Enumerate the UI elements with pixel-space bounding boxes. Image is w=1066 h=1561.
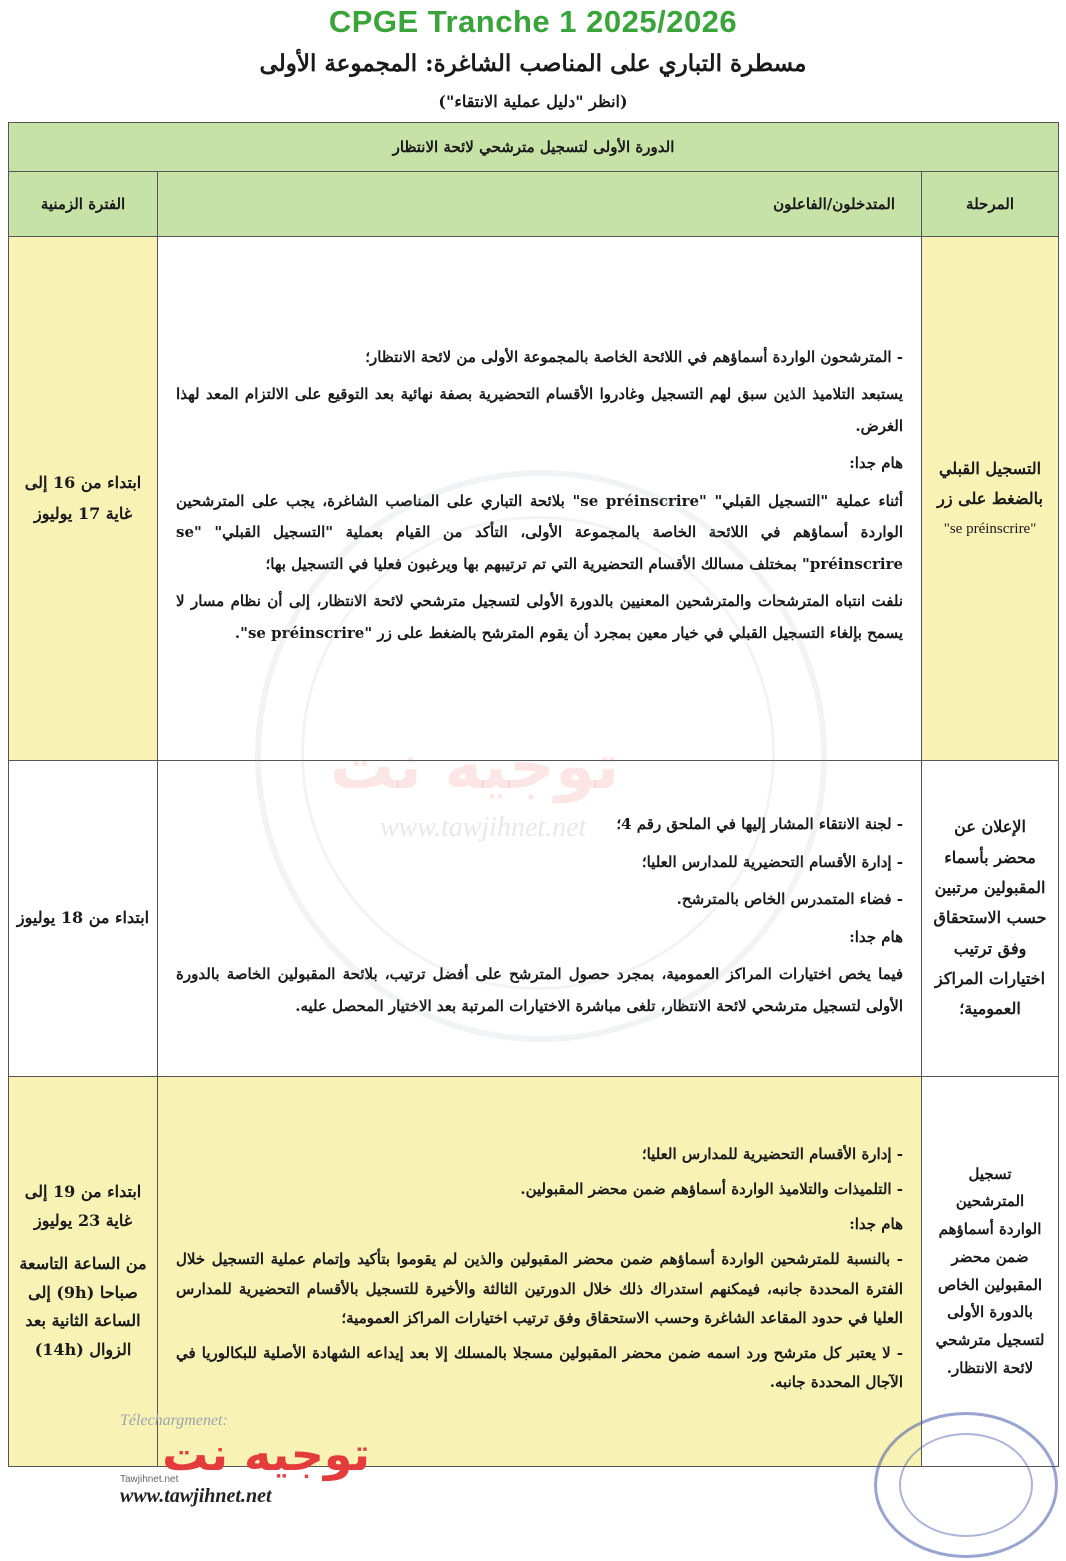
row2-period: ابتداء من 18 يوليوز (16, 908, 150, 928)
header-actors: المتدخلون/الفاعلون (158, 172, 922, 237)
row3-period-hours: من الساعة التاسعة صباحا (9h) إلى الساعة الثانية بعد الزوال (14h) (19, 1253, 147, 1360)
row2-paragraph-1: فيما يخص اختيارات المراكز العمومية، بمجرد حصول المترشح على أفضل ترتيب، بلائحة المقبولين الخاصة بالدورة الأولى لتسجيل مترشحي لائحة الانتظار، تلغى مباشرة الاختيارات المرتبة بعد الاختيار المحصل عليه. (176, 965, 904, 1015)
row3-stage-text: تسجيل المترشحين الواردة أسماؤهم ضمن محضر المقبولين الخاص بالدورة الأولى لتسجيل مترشحي لائحة الانتظار. (935, 1164, 1045, 1377)
row1-period: ابتداء من 16 إلى غاية 17 يوليوز (24, 473, 142, 523)
watermark-url: www.tawjihnet.net (380, 812, 587, 843)
row1-paragraph-2: يستبعد التلاميذ الذين سبق لهم التسجيل وغادروا الأقسام التحضيرية بصفة نهائية بعد التوقيع على الالتزام المعد لهذا الغرض. (176, 385, 904, 435)
row1-paragraph-4: نلفت انتباه المترشحات والمترشحين المعنيين بالدورة الأولى لتسجيل مترشحي لائحة الانتظار، إلى أن نظام مسار لا يسمح بإلغاء التسجيل القبلي في خيار معين بمجرد أن يقوم المترشح بالضغط على زر "se préinscrire". (176, 592, 904, 642)
row2-actors-cell (158, 761, 922, 1077)
header-stage: المرحلة (922, 172, 1059, 237)
download-label: Télechargmenet: (120, 1412, 228, 1429)
row3-actors-cell (158, 1077, 922, 1467)
brand-url-link[interactable]: www.tawjihnet.net (120, 1485, 272, 1508)
row1-period-cell (9, 237, 158, 761)
header-period: الفترة الزمنية (9, 172, 158, 237)
row3-bullet-2: - التلميذات والتلاميذ الواردة أسماؤهم ضمن محضر المقبولين. (176, 1175, 903, 1204)
document-top-title: CPGE Tranche 1 2025/2026 (328, 4, 738, 39)
row3-important-label: هام جدا: (849, 1215, 904, 1233)
row3-bullet-4: - لا يعتبر كل مترشح ورد اسمه ضمن محضر المقبولين مسجلا بالمسلك إلا بعد إيداعه الشهادة الأصلية للبكالوريا في الآجال المحددة جانبه. (176, 1339, 903, 1398)
footer-brand (120, 1412, 370, 1508)
row1-important-label: هام جدا: (849, 454, 904, 473)
row3-bullet-3: - بالنسبة للمترشحين الواردة أسماؤهم ضمن محضر المقبولين والذين لم يقوموا بتأكيد وإتمام عملية التسجيل خلال الفترة المحددة جانبه، فيمكنهم استدراك ذلك خلال الدورتين الثالثة والأخيرة للتسجيل بالأقسام التحضيرية للمدارس العليا في حدود المقاعد الشاغرة وحسب الاستحقاق وفق ترتيب اختيارات المراكز العمومية؛ (176, 1245, 903, 1333)
row1-actors-cell (158, 237, 922, 761)
row1-stage-text: التسجيل القبلي بالضغط على زر (937, 458, 1043, 509)
document-main-title: مسطرة التباري على المناصب الشاغرة: المجموعة الأولى (259, 50, 807, 77)
row3-stage-cell (922, 1077, 1059, 1467)
row2-stage-text: الإعلان عن محضر بأسماء المقبولين مرتبين حسب الاستحقاق وفق ترتيب اختيارات المراكز العمومية؛ (933, 817, 1047, 1019)
row2-bullet-2: - إدارة الأقسام التحضيرية للمدارس العليا؛ (176, 847, 903, 879)
row1-stage-cell (922, 237, 1059, 761)
row1-stage-button-label: "se préinscrire" (943, 520, 1037, 537)
row3-period-cell (9, 1077, 158, 1467)
row2-bullet-3: - فضاء المتمدرس الخاص بالمترشح. (176, 884, 903, 916)
brand-small-text: Tawjihnet.net (120, 1474, 179, 1486)
row3-period-dates: ابتداء من 19 إلى غاية 23 يوليوز (24, 1182, 142, 1230)
brand-logo: توجيه نت (162, 1427, 370, 1481)
row1-paragraph-1: - المترشحون الواردة أسماؤهم في اللائحة الخاصة بالمجموعة الأولى من لائحة الانتظار؛ (176, 342, 903, 374)
row3-bullet-1: - إدارة الأقسام التحضيرية للمدارس العليا؛ (176, 1140, 903, 1169)
row1-paragraph-3: أثناء عملية "التسجيل القبلي" "se préinscrire" بلائحة التباري على المناصب الشاغرة، يجب على المترشحين الواردة أسماؤهم في اللائحة الخاصة بالمجموعة الأولى، التأكد من القيام بعملية "التسجيل القبلي" "se préinscrire" بمختلف مسالك الأقسام التحضيرية التي تم ترتيبهم بها ويرغبون فعليا في التسجيل بها؛ (176, 491, 904, 573)
row2-period-cell (9, 761, 158, 1077)
row2-bullet-1: - لجنة الانتقاء المشار إليها في الملحق رقم 4؛ (176, 809, 903, 841)
watermark-logo: توجيه نت (330, 730, 620, 804)
phase-banner: الدورة الأولى لتسجيل مترشحي لائحة الانتظار (9, 123, 1059, 172)
row2-important-label: هام جدا: (849, 927, 904, 946)
document-sub-title: (انظر "دليل عملية الانتقاء") (438, 92, 628, 111)
row2-stage-cell (922, 761, 1059, 1077)
